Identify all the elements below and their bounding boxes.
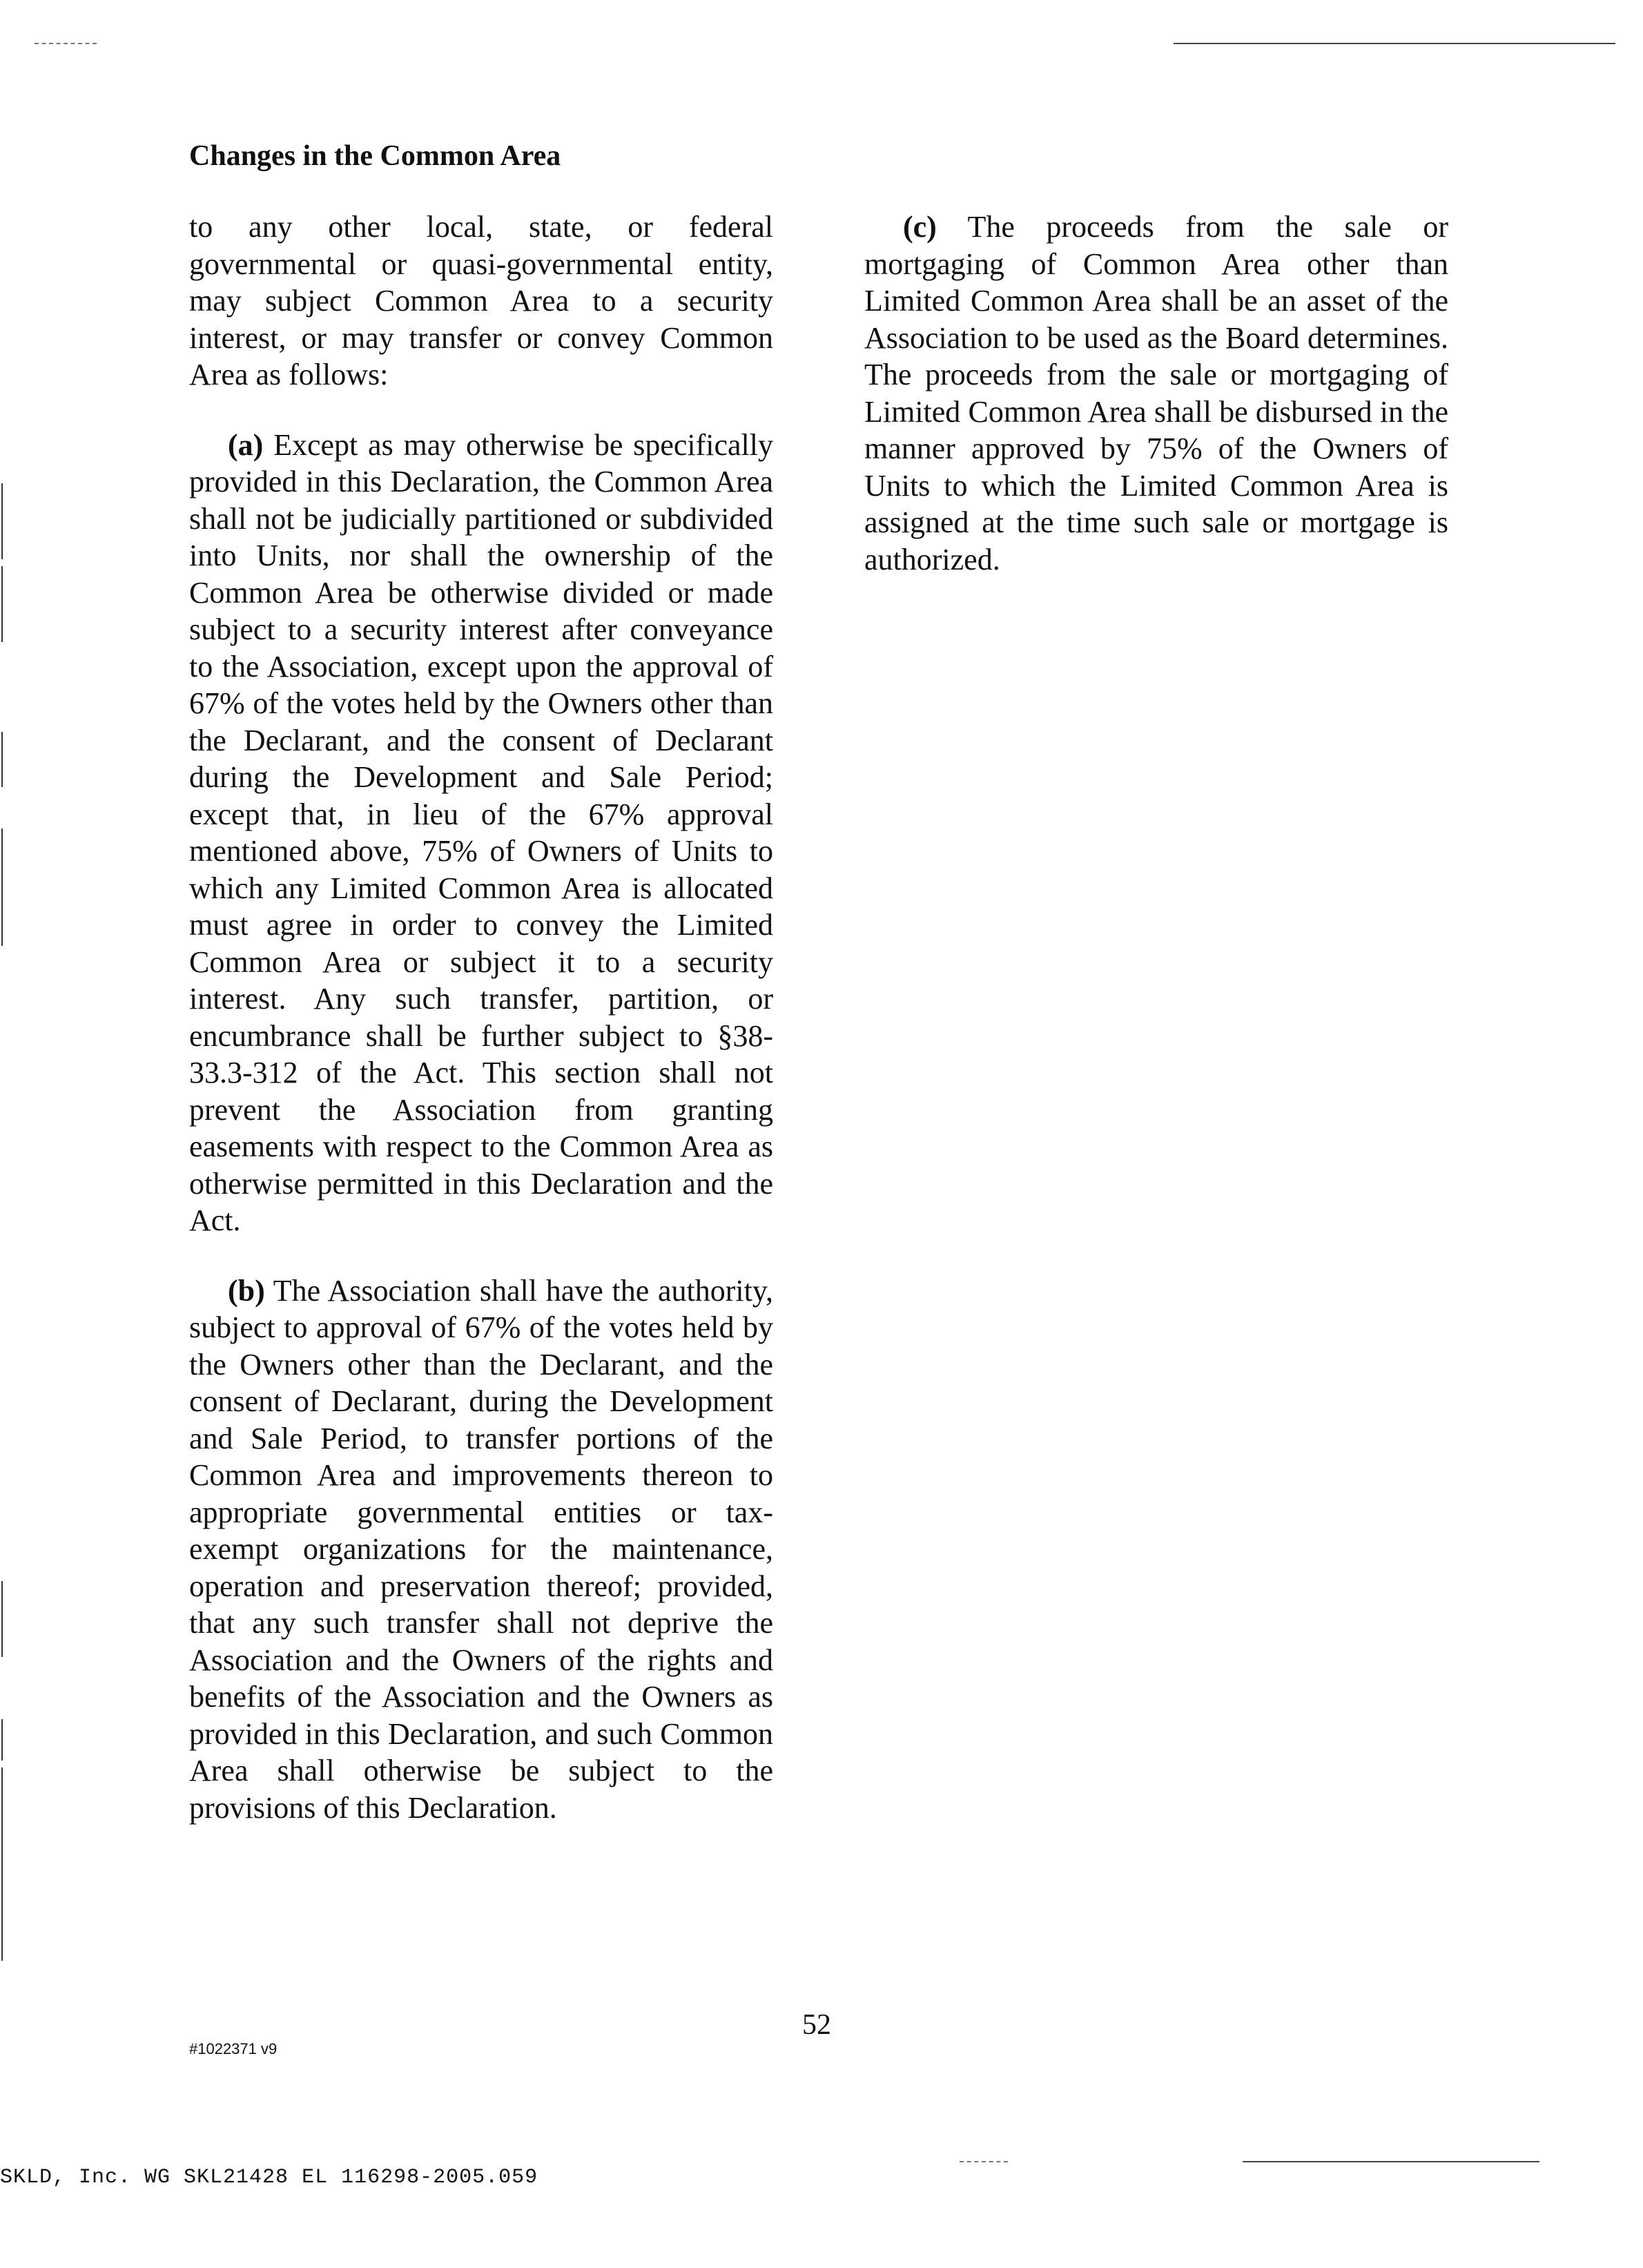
page-number: 52	[802, 2009, 831, 2041]
paragraph-a-label: (a)	[228, 427, 264, 462]
left-margin-mark	[1, 1719, 3, 1761]
left-margin-mark	[1, 483, 3, 559]
paragraph-a-text: Except as may otherwise be specifically provided in this Declaration, the Common Area shall not be judicially partitioned or subdivided into Units, nor shall the ownership of the Common Area be otherwise divided or made subject to a security interest after conveyance to the Association, except upon the approval of 67% of the votes held by the Owners other than the Declarant, and the consent of Declarant during the Development and Sale Period; except that, in lieu of the 67% approval mentioned above, 75% of Owners of Units to which any Limited Common Area is allocated must agree in order to convey the Limited Common Area or subject it to a security interest. Any such transfer, partition, or encumbrance shall be further subject to §38-33.3-312 of the Act. This section shall not prevent the Association from granting easements with respect to the Common Area as otherwise permitted in this Declaration and the Act.	[189, 427, 773, 1237]
bottom-right-scan-rule	[1243, 2161, 1539, 2162]
paragraph-b-label: (b)	[228, 1273, 265, 1308]
section-heading: Changes in the Common Area	[189, 140, 561, 172]
right-column	[864, 209, 1448, 611]
footer-stamp: SKLD, Inc. WG SKL21428 EL 116298-2005.059	[0, 2166, 538, 2189]
bottom-center-scan-rule	[960, 2161, 1008, 2162]
document-id: #1022371 v9	[189, 2040, 278, 2057]
paragraph-c-label: (c)	[903, 210, 937, 244]
top-left-scan-rule	[35, 43, 97, 44]
intro-paragraph: to any other local, state, or federal governmental or quasi-governmental entity, may subject Common Area to a security interest, or may transfer or convey Common Area as follows:	[189, 210, 773, 391]
paragraph-c	[864, 209, 1448, 578]
paragraph-b	[189, 1272, 773, 1827]
left-margin-mark	[1, 1581, 3, 1657]
left-margin-mark	[1, 732, 3, 787]
left-margin-mark	[1, 828, 3, 946]
top-right-scan-rule	[1174, 43, 1615, 44]
left-margin-mark	[1, 1767, 3, 1961]
left-column	[189, 209, 773, 1859]
left-margin-mark	[1, 566, 3, 642]
paragraph-a	[189, 427, 773, 1239]
paragraph-b-text: The Association shall have the authority, subject to approval of 67% of the votes held by the Owners other than the Declarant, and the consent of Declarant, during the Development and Sale Period, to transfer portions of the Common Area and improvements thereon to appropriate governmental entities or tax-exempt organizations for the maintenance, operation and preservation thereof; provided, that any such transfer shall not deprive the Association and the Owners of the rights and benefits of the Association and the Owners as provided in this Declaration, and such Common Area shall otherwise be subject to the provisions of this Declaration.	[189, 1273, 773, 1825]
paragraph-c-text: The proceeds from the sale or mortgaging of Common Area other than Limited Common Area shall be an asset of the Association to be used as the Board determines. The proceeds from the sale or mortgaging of Limited Common Area shall be disbursed in the manner approved by 75% of the Owners of Units to which the Limited Common Area is assigned at the time such sale or mortgage is authorized.	[864, 210, 1448, 576]
